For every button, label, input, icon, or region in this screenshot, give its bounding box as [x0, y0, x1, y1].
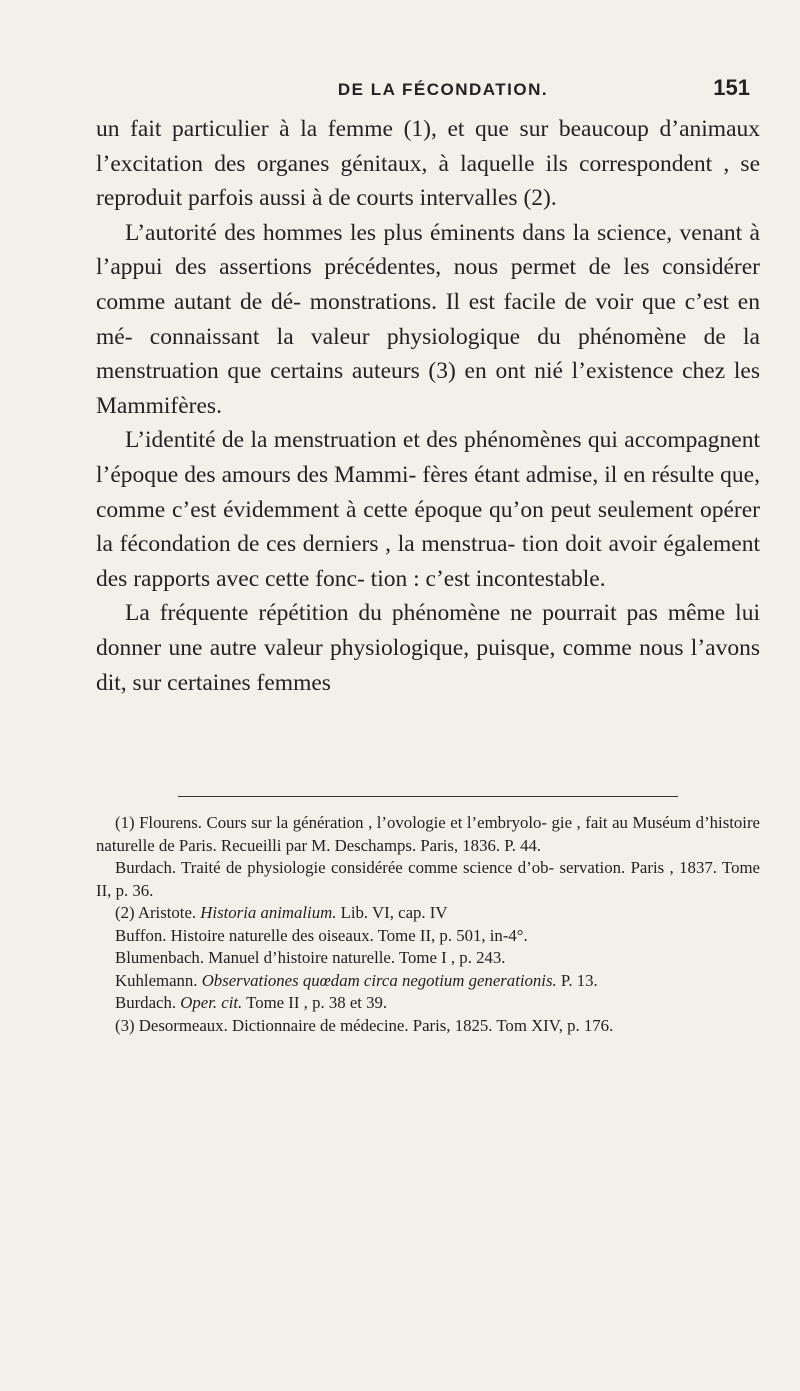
footnote: (1) Flourens. Cours sur la génération , l’ovologie et l’embryolo- gie , fait au Muséum d’histoire naturelle de Paris. Recueilli par M. Deschamps. Paris, 1836. P. 44. [96, 813, 760, 855]
paragraph: L’autorité des hommes les plus éminents dans la science, venant à l’appui des assertions précédentes, nous permet de les considérer comme autant de dé- monstrations. Il est facile de voir que c’est en mé- connaissant la valeur physiologique du phénomène de la menstruation que certains auteurs (3) en ont nié l’existence chez les Mammifères. [96, 219, 760, 419]
paragraph: La fréquente répétition du phénomène ne pourrait pas même lui donner une autre valeur physiologique, puisque, comme nous l’avons dit, sur certaines femmes [96, 600, 760, 696]
footnote: Kuhlemann. Observationes quœdam circa negotium generationis. P. 13. [115, 970, 598, 990]
body-text [96, 112, 760, 700]
running-head: DE LA FÉCONDATION. [337, 80, 549, 99]
page-header [96, 70, 750, 100]
footnotes [96, 812, 760, 1037]
footnote: Burdach. Traité de physiologie considérée comme science d’ob- servation. Paris , 1837. Tome II, p. 36. [96, 858, 760, 900]
footnote: (2) Aristote. Historia animalium. Lib. VI, cap. IV [115, 903, 448, 922]
footnote: Blumenbach. Manuel d’histoire naturelle. Tome I , p. 243. [115, 948, 506, 967]
page-number: 151 [713, 75, 750, 100]
footnote: (3) Desormeaux. Dictionnaire de médecine. Paris, 1825. Tom XIV, p. 176. [115, 1015, 614, 1035]
footnote-rule [178, 796, 678, 797]
paragraph: un fait particulier à la femme (1), et que sur beaucoup d’animaux l’excitation des organes génitaux, à laquelle ils correspondent , se reproduit parfois aussi à de courts intervalles (2). [96, 116, 760, 212]
footnote: Buffon. Histoire naturelle des oiseaux. Tome II, p. 501, in-4°. [115, 925, 528, 945]
paragraph: L’identité de la menstruation et des phénomènes qui accompagnent l’époque des amours des Mammi- fères étant admise, il en résulte que, comme c’est évidemment à cette époque qu’on peut seulement opérer la fécondation de ces derniers , la menstrua- tion doit avoir également des rapports avec cette fonc- tion : c’est incontestable. [96, 427, 760, 592]
footnote: Burdach. Oper. cit. Tome II , p. 38 et 39. [115, 993, 388, 1012]
